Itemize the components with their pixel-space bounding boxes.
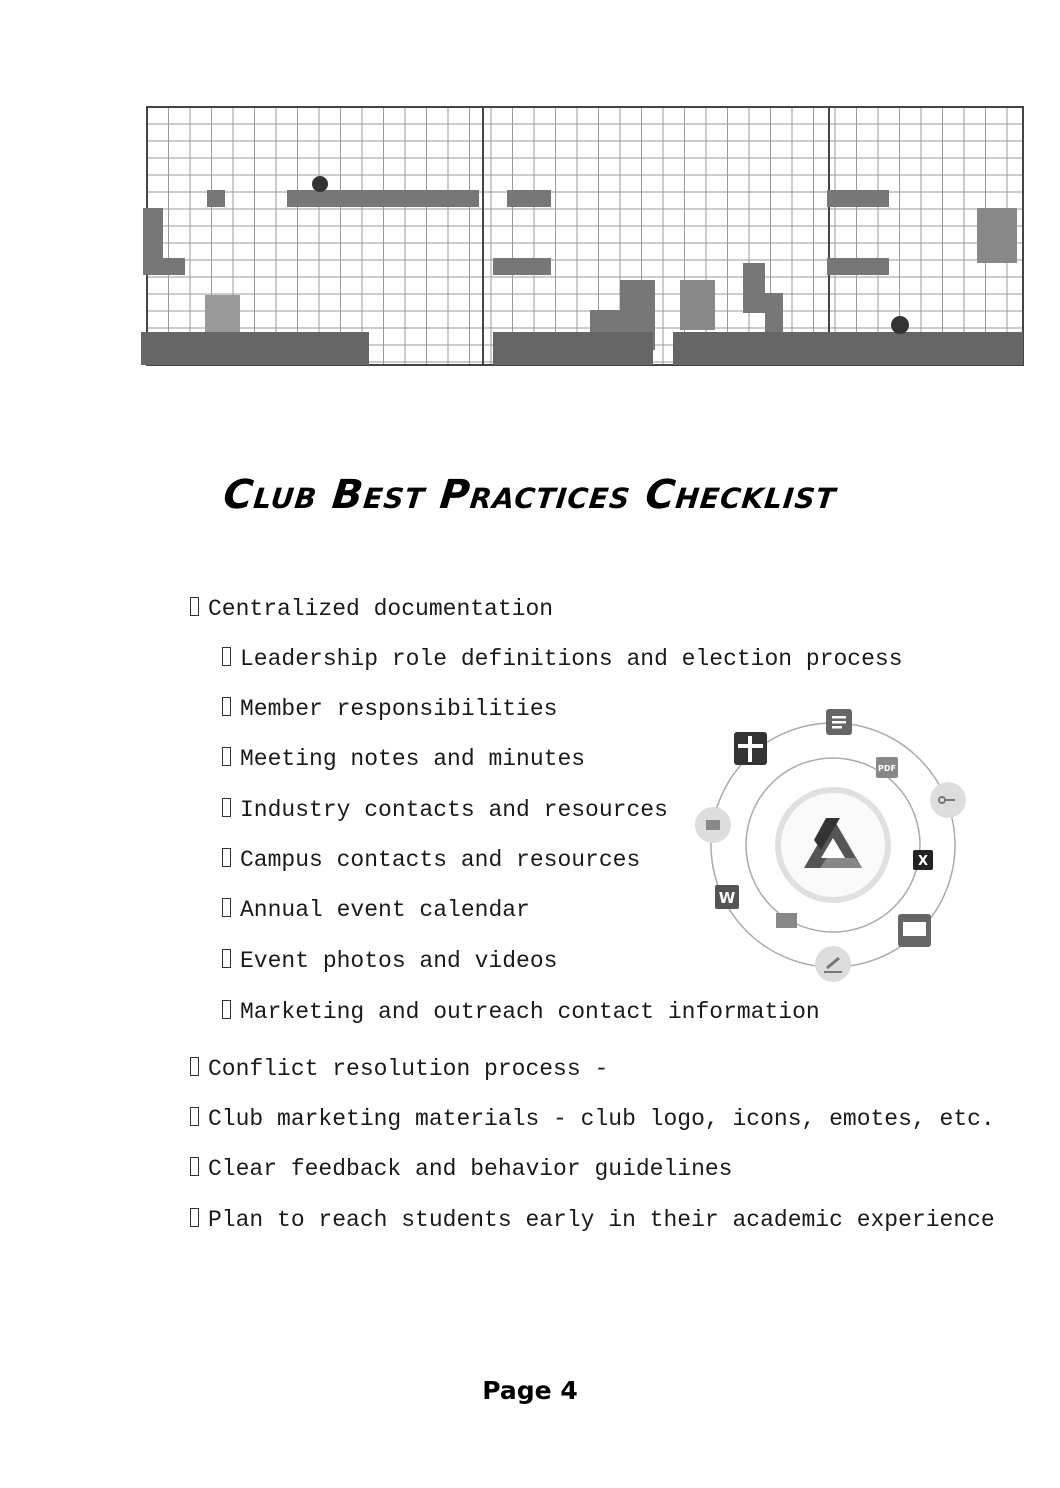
key-icon	[930, 782, 966, 818]
edit-icon	[815, 946, 851, 982]
slides-icon	[898, 914, 931, 947]
checklist-item-text: Conflict resolution process -	[208, 1056, 609, 1082]
folder-icon	[695, 807, 731, 843]
checklist-item-text: Campus contacts and resources	[240, 847, 641, 873]
page-number: Page 4	[482, 1376, 578, 1405]
checklist-item	[190, 595, 553, 623]
pdf-icon	[876, 757, 898, 778]
checklist-item-text: Annual event calendar	[240, 897, 530, 923]
checklist-item	[222, 796, 668, 824]
checklist-item-text: Industry contacts and resources	[240, 797, 668, 823]
checklist-item	[190, 1206, 995, 1234]
checkbox-icon[interactable]	[222, 697, 231, 716]
svg-text:W: W	[718, 889, 736, 907]
checklist-item	[222, 998, 820, 1026]
checklist-item-text: Event photos and videos	[240, 948, 558, 974]
checkbox-icon[interactable]	[222, 949, 231, 968]
svg-text:X: X	[917, 854, 929, 869]
checklist-item-text: Club marketing materials - club logo, icons, emotes, etc.	[208, 1106, 995, 1132]
checklist-item	[222, 947, 557, 975]
checklist-item-text: Centralized documentation	[208, 596, 554, 622]
checkbox-icon[interactable]	[190, 1107, 199, 1126]
checkbox-icon[interactable]	[190, 597, 199, 616]
checklist-item-text: Marketing and outreach contact information	[240, 999, 820, 1025]
checklist-item	[222, 695, 557, 723]
checklist-item-text: Plan to reach students early in their academic experience	[208, 1207, 995, 1233]
checkbox-icon[interactable]	[190, 1057, 199, 1076]
checklist-item	[222, 846, 640, 874]
checklist-item-text: Clear feedback and behavior guidelines	[208, 1156, 733, 1182]
checklist-item	[190, 1055, 608, 1083]
checklist-item	[190, 1155, 733, 1183]
video-icon	[776, 913, 797, 928]
google-drive-diagram	[690, 700, 970, 990]
checklist-item-text: Member responsibilities	[240, 696, 558, 722]
checklist-item	[222, 645, 903, 673]
page-title: Club Best Practices Checklist	[221, 472, 839, 518]
word-icon	[715, 885, 739, 909]
checkbox-icon[interactable]	[222, 848, 231, 867]
checkbox-icon[interactable]	[222, 898, 231, 917]
checklist-item	[222, 896, 530, 924]
svg-text:PDF: PDF	[878, 764, 896, 773]
excel-icon	[913, 850, 933, 870]
checklist-item	[222, 745, 585, 773]
docs-icon	[826, 709, 852, 735]
checkbox-icon[interactable]	[222, 1000, 231, 1019]
checkbox-icon[interactable]	[222, 647, 231, 666]
checklist-item	[190, 1105, 995, 1133]
add-icon	[734, 732, 767, 765]
checkbox-icon[interactable]	[190, 1208, 199, 1227]
checkbox-icon[interactable]	[222, 798, 231, 817]
checkbox-icon[interactable]	[222, 747, 231, 766]
checklist-item-text: Leadership role definitions and election process	[240, 646, 903, 672]
level-map-banner-image	[135, 95, 1025, 405]
checkbox-icon[interactable]	[190, 1157, 199, 1176]
checklist-item-text: Meeting notes and minutes	[240, 746, 586, 772]
